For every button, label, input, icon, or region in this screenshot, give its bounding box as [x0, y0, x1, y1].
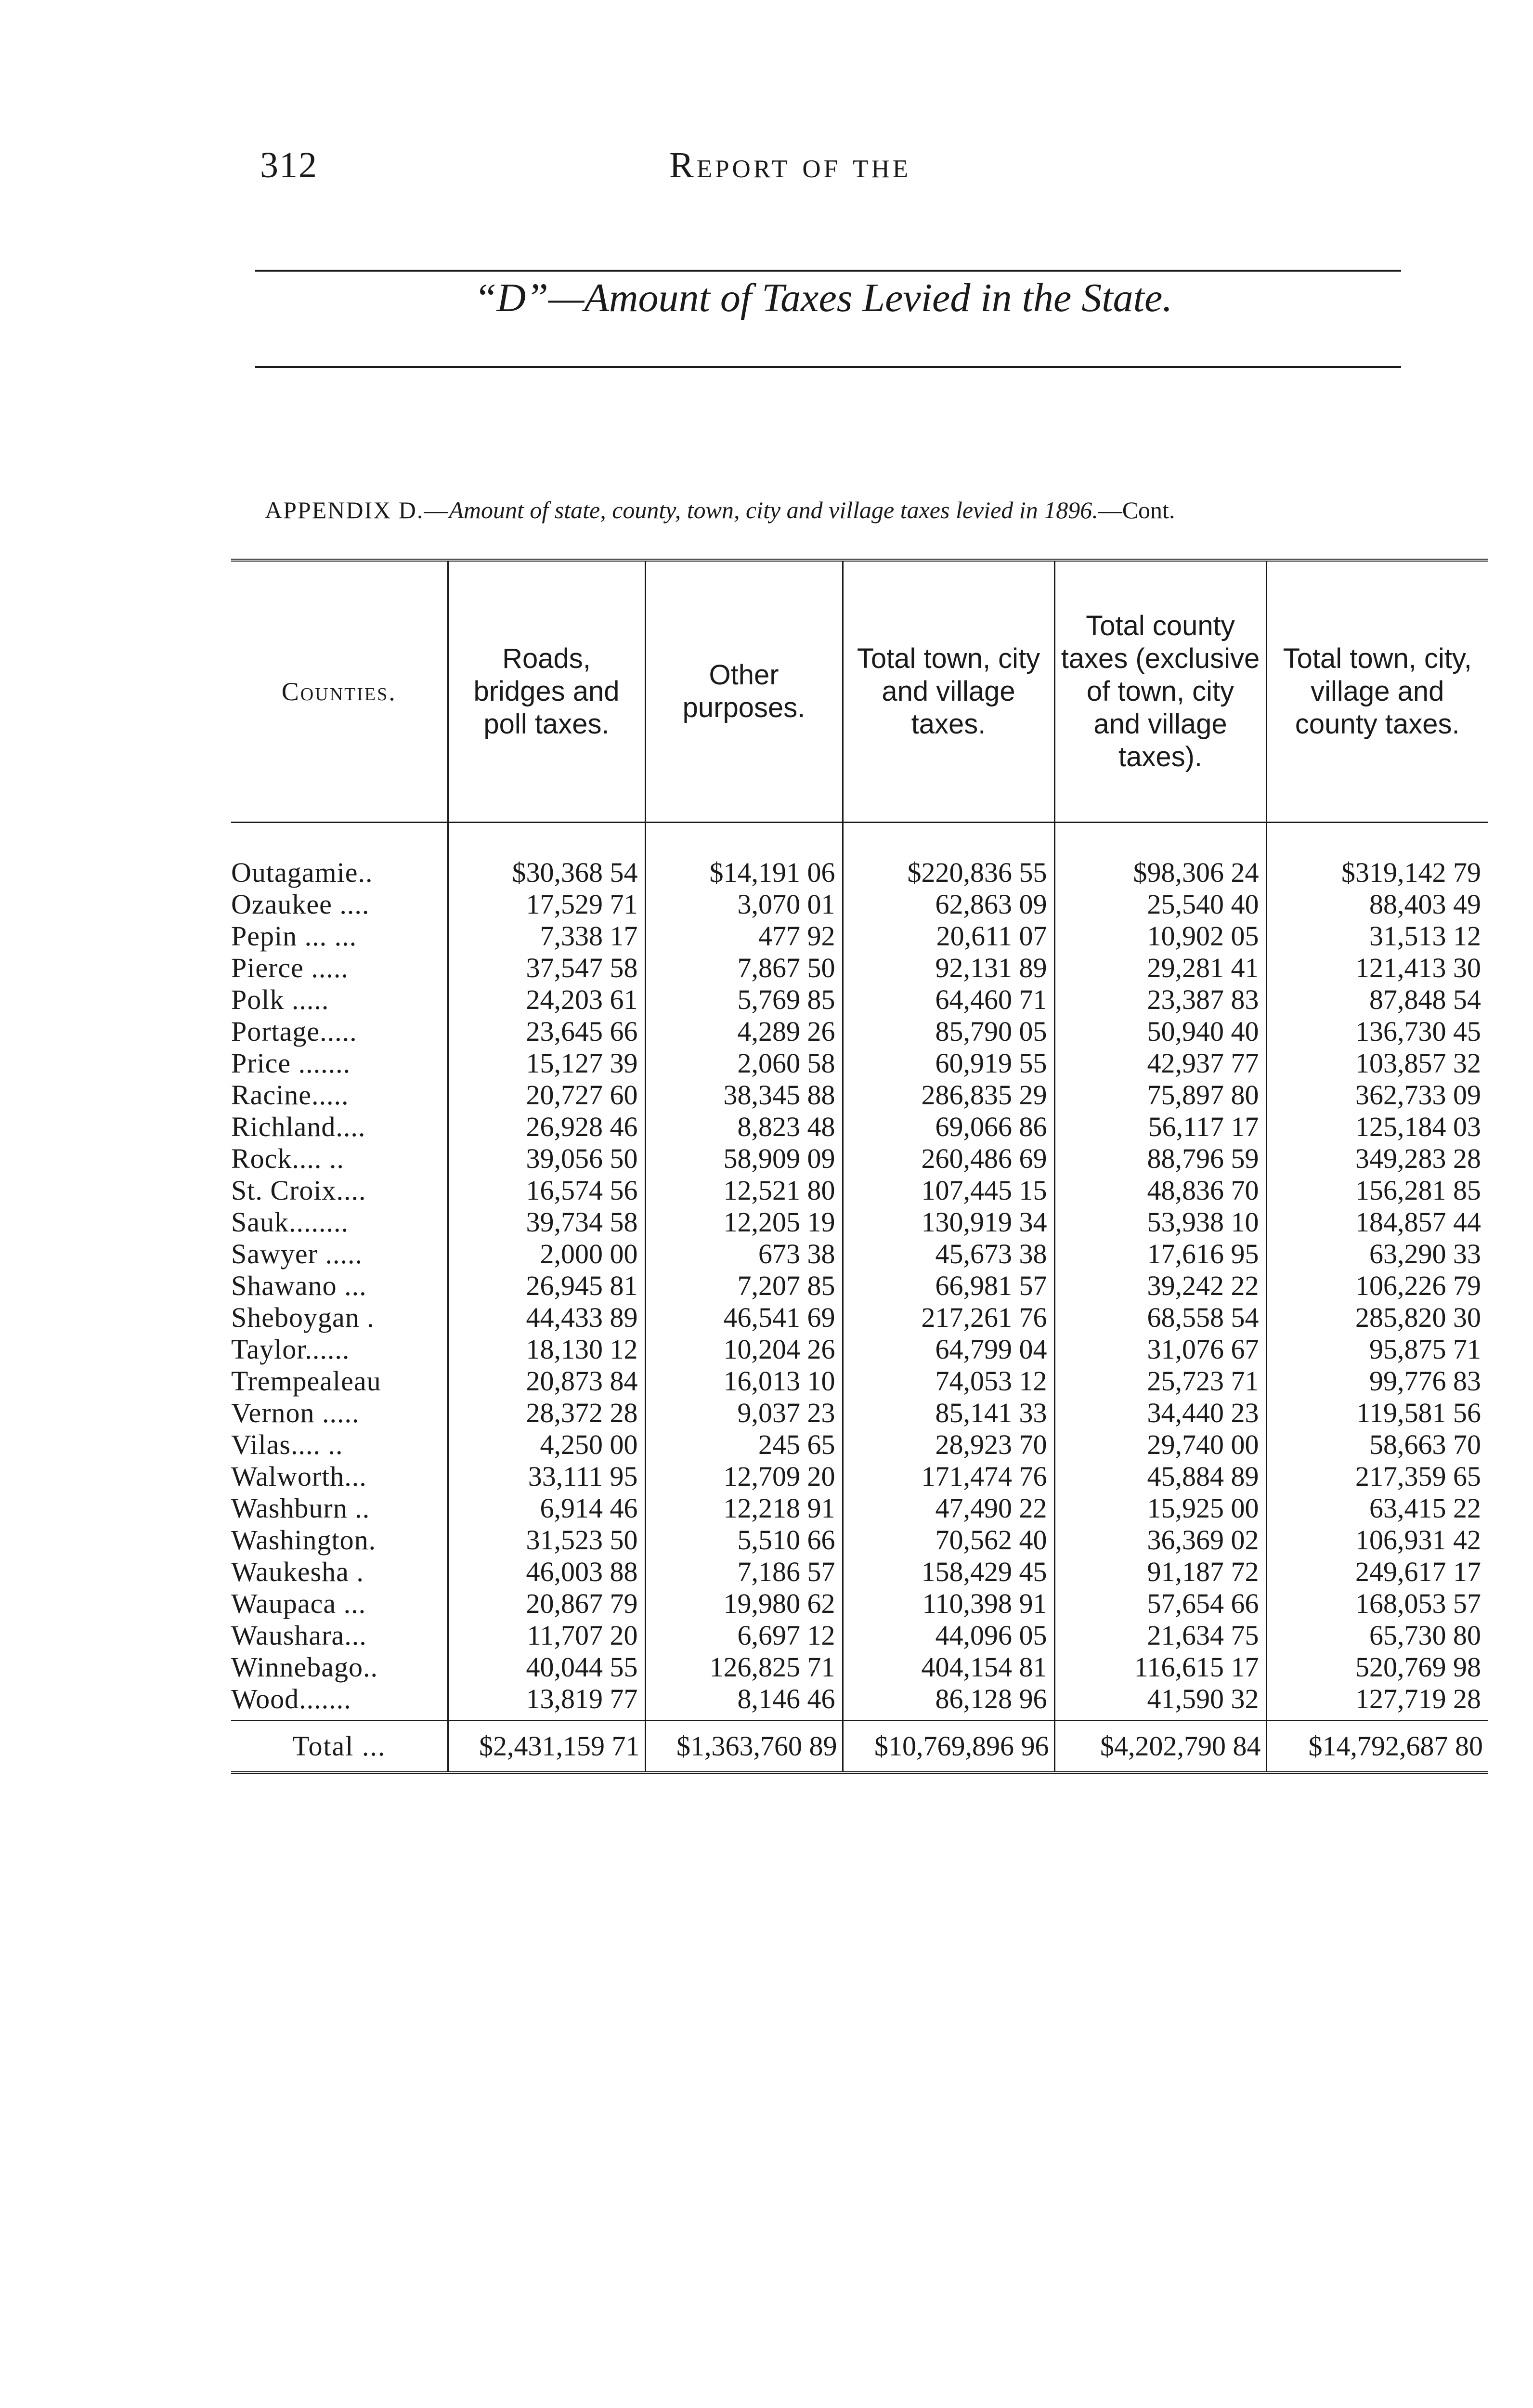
header-counties: Counties.	[231, 560, 448, 823]
cell-other: 9,037 23	[645, 1397, 843, 1429]
cell-roads: 28,372 28	[448, 1397, 645, 1429]
cell-grand-total: 217,359 65	[1266, 1461, 1488, 1492]
table-row	[231, 1016, 1488, 1047]
running-head: Report of the	[669, 145, 911, 185]
cell-county: Waupaca ...	[231, 1588, 366, 1619]
page-number: 312	[260, 145, 318, 185]
cell-other: 2,060 58	[645, 1047, 843, 1079]
cell-county-total: 17,616 95	[1054, 1238, 1266, 1270]
table-row	[231, 1461, 1488, 1492]
table-row	[231, 1556, 1488, 1588]
cell-county-total: 53,938 10	[1054, 1206, 1266, 1238]
cell-county-total: $98,306 24	[1054, 857, 1266, 889]
section-title: “D”—Amount of Taxes Levied in the State.	[474, 275, 1173, 320]
cell-county: Winnebago..	[231, 1651, 378, 1683]
caption-label: APPENDIX D.—	[265, 497, 449, 523]
cell-grand-total: 349,283 28	[1266, 1143, 1488, 1175]
cell-grand-total: 127,719 28	[1266, 1683, 1488, 1721]
cell-county: Waushara...	[231, 1620, 367, 1651]
cell-roads: $30,368 54	[448, 857, 645, 889]
table-row	[231, 1334, 1488, 1365]
cell-other: 5,769 85	[645, 984, 843, 1016]
cell-other: 7,867 50	[645, 952, 843, 984]
cell-roads: 17,529 71	[448, 889, 645, 920]
cell-town-total: 404,154 81	[843, 1651, 1054, 1683]
cell-town-total: 20,611 07	[843, 920, 1054, 952]
cell-other: 16,013 10	[645, 1365, 843, 1397]
cell-county: Vilas.... ..	[231, 1429, 343, 1460]
cell-other: 7,207 85	[645, 1270, 843, 1302]
cell-county-total: 36,369 02	[1054, 1524, 1266, 1556]
cell-roads: 31,523 50	[448, 1524, 645, 1556]
cell-county-total: 10,902 05	[1054, 920, 1266, 952]
cell-roads: 2,000 00	[448, 1238, 645, 1270]
cell-roads: 37,547 58	[448, 952, 645, 984]
cell-county: Outagamie..	[231, 857, 373, 888]
cell-roads: 44,433 89	[448, 1302, 645, 1334]
cell-grand-total: 31,513 12	[1266, 920, 1488, 952]
cell-county-total: 39,242 22	[1054, 1270, 1266, 1302]
cell-town-total: 130,919 34	[843, 1206, 1054, 1238]
total-grand-total: $14,792,687 80	[1266, 1721, 1488, 1773]
cell-grand-total: 156,281 85	[1266, 1175, 1488, 1206]
header-town-total: Total town, city and village taxes.	[843, 560, 1054, 823]
cell-roads: 46,003 88	[448, 1556, 645, 1588]
cell-grand-total: 88,403 49	[1266, 889, 1488, 920]
cell-county-total: 68,558 54	[1054, 1302, 1266, 1334]
cell-town-total: 28,923 70	[843, 1429, 1054, 1461]
table-row	[231, 1683, 1488, 1721]
cell-town-total: 110,398 91	[843, 1588, 1054, 1620]
cell-town-total: 92,131 89	[843, 952, 1054, 984]
cell-town-total: 171,474 76	[843, 1461, 1054, 1492]
cell-town-total: 286,835 29	[843, 1079, 1054, 1111]
header-rule-top	[255, 270, 1401, 272]
cell-roads: 15,127 39	[448, 1047, 645, 1079]
cell-other: 8,823 48	[645, 1111, 843, 1143]
cell-county-total: 23,387 83	[1054, 984, 1266, 1016]
cell-county: Sheboygan .	[231, 1302, 375, 1333]
table-row	[231, 1651, 1488, 1683]
caption-suffix: —Cont.	[1098, 497, 1175, 523]
cell-town-total: 45,673 38	[843, 1238, 1054, 1270]
cell-county: Price .......	[231, 1047, 351, 1079]
cell-town-total: 158,429 45	[843, 1556, 1054, 1588]
cell-grand-total: 95,875 71	[1266, 1334, 1488, 1365]
table-row	[231, 920, 1488, 952]
total-town-total: $10,769,896 96	[843, 1721, 1054, 1773]
cell-other: 477 92	[645, 920, 843, 952]
cell-other: 19,980 62	[645, 1588, 843, 1620]
cell-county: Sauk........	[231, 1206, 349, 1238]
cell-grand-total: 106,931 42	[1266, 1524, 1488, 1556]
spacer-cell	[645, 823, 843, 857]
cell-county: Polk .....	[231, 984, 329, 1015]
cell-roads: 24,203 61	[448, 984, 645, 1016]
cell-roads: 26,945 81	[448, 1270, 645, 1302]
cell-county: Vernon .....	[231, 1397, 360, 1428]
spacer-cell	[231, 823, 448, 857]
cell-town-total: 69,066 86	[843, 1111, 1054, 1143]
cell-roads: 26,928 46	[448, 1111, 645, 1143]
cell-county: Washington.	[231, 1524, 377, 1556]
cell-county-total: 88,796 59	[1054, 1143, 1266, 1175]
cell-town-total: 86,128 96	[843, 1683, 1054, 1721]
cell-other: 10,204 26	[645, 1334, 843, 1365]
cell-county: Pepin ... ...	[231, 920, 357, 952]
cell-town-total: 62,863 09	[843, 889, 1054, 920]
table-row	[231, 1397, 1488, 1429]
cell-grand-total: 106,226 79	[1266, 1270, 1488, 1302]
cell-other: 38,345 88	[645, 1079, 843, 1111]
cell-grand-total: 63,290 33	[1266, 1238, 1488, 1270]
cell-county-total: 45,884 89	[1054, 1461, 1266, 1492]
spacer-cell	[1054, 823, 1266, 857]
table-row	[231, 1079, 1488, 1111]
cell-other: 8,146 46	[645, 1683, 843, 1721]
table-row	[231, 1143, 1488, 1175]
cell-county-total: 75,897 80	[1054, 1079, 1266, 1111]
cell-roads: 39,734 58	[448, 1206, 645, 1238]
cell-other: 12,521 80	[645, 1175, 843, 1206]
cell-county: Washburn ..	[231, 1492, 370, 1524]
table-row	[231, 1429, 1488, 1461]
cell-grand-total: 168,053 57	[1266, 1588, 1488, 1620]
cell-grand-total: 65,730 80	[1266, 1620, 1488, 1651]
total-label: Total ...	[231, 1721, 448, 1773]
cell-grand-total: 125,184 03	[1266, 1111, 1488, 1143]
cell-county-total: 116,615 17	[1054, 1651, 1266, 1683]
cell-town-total: 66,981 57	[843, 1270, 1054, 1302]
cell-roads: 39,056 50	[448, 1143, 645, 1175]
cell-roads: 20,873 84	[448, 1365, 645, 1397]
header-rule-bottom	[255, 366, 1401, 368]
table-spacer-row	[231, 823, 1488, 857]
table-row	[231, 1492, 1488, 1524]
cell-town-total: 85,141 33	[843, 1397, 1054, 1429]
table-total-row	[231, 1721, 1488, 1773]
cell-town-total: $220,836 55	[843, 857, 1054, 889]
table-caption	[265, 496, 1468, 524]
total-roads: $2,431,159 71	[448, 1721, 645, 1773]
spacer-cell	[843, 823, 1054, 857]
cell-other: 46,541 69	[645, 1302, 843, 1334]
cell-grand-total: 103,857 32	[1266, 1047, 1488, 1079]
cell-grand-total: 249,617 17	[1266, 1556, 1488, 1588]
cell-county-total: 31,076 67	[1054, 1334, 1266, 1365]
cell-town-total: 85,790 05	[843, 1016, 1054, 1047]
cell-grand-total: 121,413 30	[1266, 952, 1488, 984]
cell-other: $14,191 06	[645, 857, 843, 889]
cell-county-total: 42,937 77	[1054, 1047, 1266, 1079]
cell-other: 12,709 20	[645, 1461, 843, 1492]
cell-other: 7,186 57	[645, 1556, 843, 1588]
total-other: $1,363,760 89	[645, 1721, 843, 1773]
cell-grand-total: 136,730 45	[1266, 1016, 1488, 1047]
header-roads: Roads, bridges and poll taxes.	[448, 560, 645, 823]
cell-county: Portage.....	[231, 1016, 357, 1047]
cell-other: 12,205 19	[645, 1206, 843, 1238]
cell-roads: 13,819 77	[448, 1683, 645, 1721]
cell-county-total: 50,940 40	[1054, 1016, 1266, 1047]
cell-county: Richland....	[231, 1111, 366, 1142]
cell-county: St. Croix....	[231, 1175, 366, 1206]
cell-grand-total: 58,663 70	[1266, 1429, 1488, 1461]
cell-county: Wood.......	[231, 1683, 351, 1714]
table-row	[231, 1270, 1488, 1302]
cell-roads: 4,250 00	[448, 1429, 645, 1461]
table-row	[231, 857, 1488, 889]
cell-grand-total: 99,776 83	[1266, 1365, 1488, 1397]
cell-roads: 20,727 60	[448, 1079, 645, 1111]
cell-roads: 40,044 55	[448, 1651, 645, 1683]
cell-county-total: 48,836 70	[1054, 1175, 1266, 1206]
cell-county: Waukesha .	[231, 1556, 364, 1587]
table-header-row	[231, 560, 1488, 823]
cell-county-total: 91,187 72	[1054, 1556, 1266, 1588]
cell-county: Taylor......	[231, 1334, 350, 1365]
cell-other: 126,825 71	[645, 1651, 843, 1683]
header-county-total: Total county taxes (exclusive of town, city and village taxes).	[1054, 560, 1266, 823]
cell-county-total: 25,723 71	[1054, 1365, 1266, 1397]
cell-grand-total: 184,857 44	[1266, 1206, 1488, 1238]
table-body	[231, 823, 1488, 1721]
cell-county: Trempealeau	[231, 1365, 381, 1397]
cell-other: 12,218 91	[645, 1492, 843, 1524]
cell-grand-total: 119,581 56	[1266, 1397, 1488, 1429]
table-row	[231, 1302, 1488, 1334]
table-row	[231, 1588, 1488, 1620]
cell-town-total: 107,445 15	[843, 1175, 1054, 1206]
table-row	[231, 1524, 1488, 1556]
cell-roads: 20,867 79	[448, 1588, 645, 1620]
cell-county: Racine.....	[231, 1079, 349, 1111]
table-row	[231, 1047, 1488, 1079]
cell-county-total: 15,925 00	[1054, 1492, 1266, 1524]
cell-county: Walworth...	[231, 1461, 367, 1492]
cell-town-total: 64,799 04	[843, 1334, 1054, 1365]
cell-town-total: 44,096 05	[843, 1620, 1054, 1651]
cell-county-total: 34,440 23	[1054, 1397, 1266, 1429]
cell-county-total: 41,590 32	[1054, 1683, 1266, 1721]
table-row	[231, 1238, 1488, 1270]
table-row	[231, 1620, 1488, 1651]
cell-grand-total: 285,820 30	[1266, 1302, 1488, 1334]
spacer-cell	[448, 823, 645, 857]
cell-county-total: 21,634 75	[1054, 1620, 1266, 1651]
cell-county-total: 25,540 40	[1054, 889, 1266, 920]
cell-county: Rock.... ..	[231, 1143, 344, 1174]
cell-town-total: 70,562 40	[843, 1524, 1054, 1556]
cell-roads: 18,130 12	[448, 1334, 645, 1365]
cell-county: Ozaukee ....	[231, 889, 370, 920]
header-grand-total: Total town, city, village and county taxes.	[1266, 560, 1488, 823]
cell-town-total: 64,460 71	[843, 984, 1054, 1016]
cell-grand-total: 520,769 98	[1266, 1651, 1488, 1683]
cell-roads: 11,707 20	[448, 1620, 645, 1651]
cell-roads: 6,914 46	[448, 1492, 645, 1524]
cell-county-total: 56,117 17	[1054, 1111, 1266, 1143]
cell-roads: 7,338 17	[448, 920, 645, 952]
table-row	[231, 1111, 1488, 1143]
cell-county-total: 29,281 41	[1054, 952, 1266, 984]
cell-grand-total: $319,142 79	[1266, 857, 1488, 889]
cell-county: Sawyer .....	[231, 1238, 363, 1269]
cell-town-total: 217,261 76	[843, 1302, 1054, 1334]
cell-roads: 23,645 66	[448, 1016, 645, 1047]
cell-county-total: 57,654 66	[1054, 1588, 1266, 1620]
spacer-cell	[1266, 823, 1488, 857]
cell-other: 58,909 09	[645, 1143, 843, 1175]
header-other: Other purposes.	[645, 560, 843, 823]
cell-other: 4,289 26	[645, 1016, 843, 1047]
cell-other: 6,697 12	[645, 1620, 843, 1651]
caption-text: Amount of state, county, town, city and village taxes levied in 1896.	[449, 497, 1098, 523]
cell-county-total: 29,740 00	[1054, 1429, 1266, 1461]
table-row	[231, 1175, 1488, 1206]
cell-county: Shawano ...	[231, 1270, 367, 1301]
table-row	[231, 1365, 1488, 1397]
table-row	[231, 889, 1488, 920]
cell-grand-total: 362,733 09	[1266, 1079, 1488, 1111]
cell-grand-total: 63,415 22	[1266, 1492, 1488, 1524]
table-row	[231, 952, 1488, 984]
cell-town-total: 74,053 12	[843, 1365, 1054, 1397]
cell-town-total: 47,490 22	[843, 1492, 1054, 1524]
cell-other: 5,510 66	[645, 1524, 843, 1556]
table-row	[231, 984, 1488, 1016]
cell-other: 3,070 01	[645, 889, 843, 920]
cell-roads: 16,574 56	[448, 1175, 645, 1206]
cell-county: Pierce .....	[231, 952, 349, 983]
cell-other: 245 65	[645, 1429, 843, 1461]
cell-grand-total: 87,848 54	[1266, 984, 1488, 1016]
tax-table	[231, 559, 1488, 1774]
total-county-total: $4,202,790 84	[1054, 1721, 1266, 1773]
tax-table-container	[231, 559, 1488, 1774]
cell-other: 673 38	[645, 1238, 843, 1270]
table-row	[231, 1206, 1488, 1238]
cell-roads: 33,111 95	[448, 1461, 645, 1492]
cell-town-total: 60,919 55	[843, 1047, 1054, 1079]
cell-town-total: 260,486 69	[843, 1143, 1054, 1175]
